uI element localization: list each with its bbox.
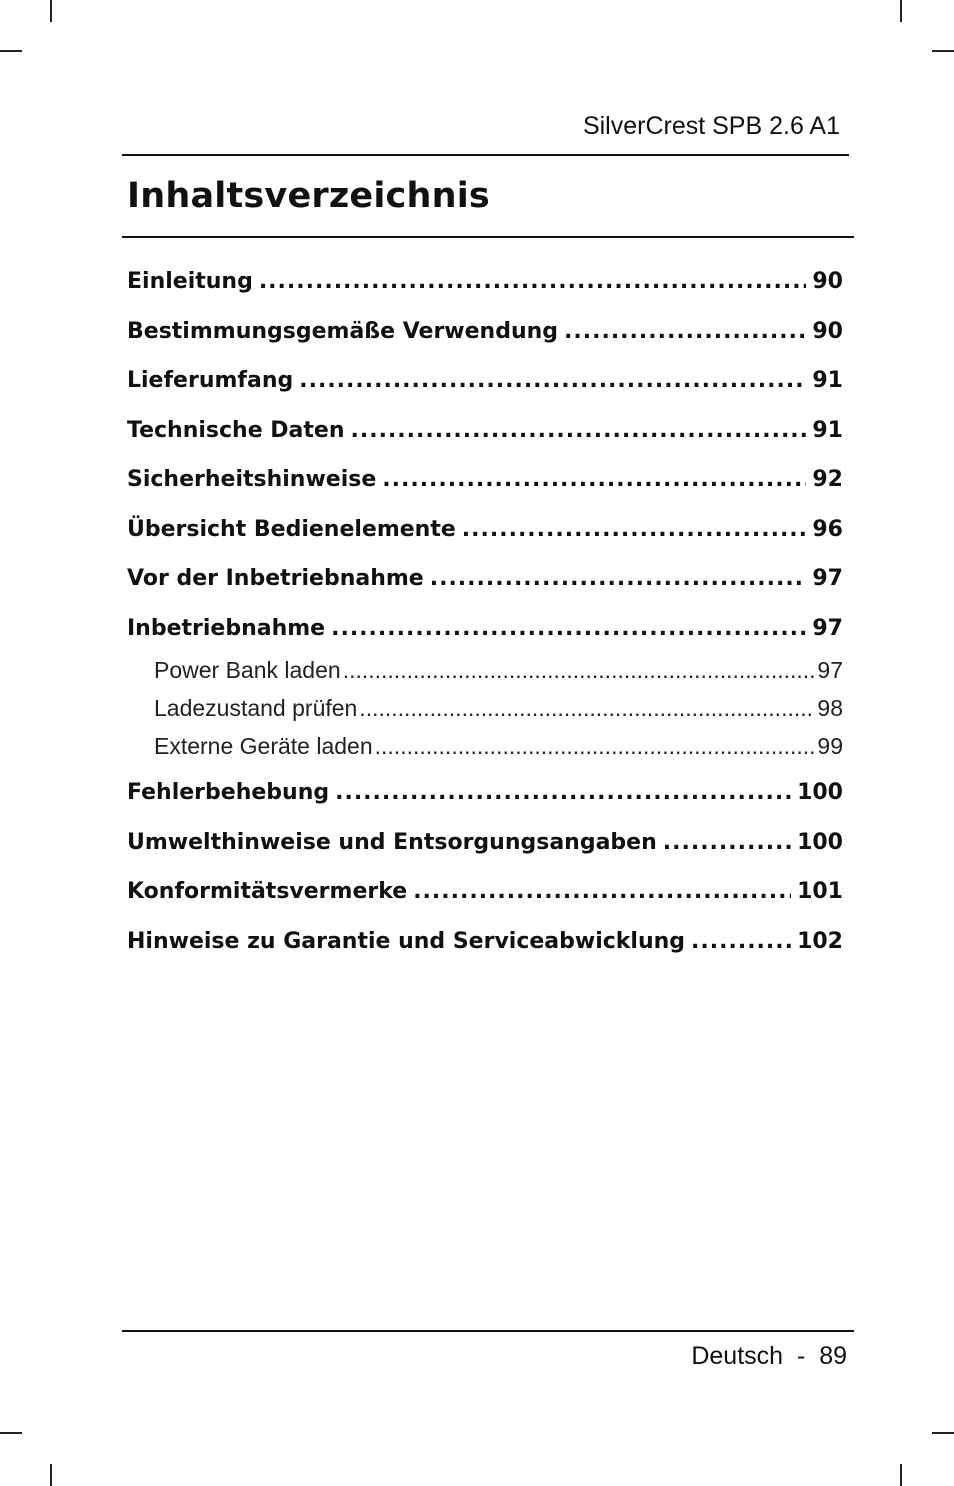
toc-entry[interactable] [127, 922, 843, 972]
toc-leader-dots [413, 872, 791, 912]
toc-subentry-label: Externe Geräte laden [154, 733, 373, 759]
toc-entry-page: 100 [797, 780, 843, 805]
toc-entry-page: 101 [797, 879, 843, 904]
toc-entry-label: Lieferumfang [127, 368, 294, 393]
crop-mark-top-left [0, 50, 22, 52]
toc-leader-dots [331, 609, 806, 649]
toc-entry-label: Einleitung [127, 269, 253, 294]
page-footer [691, 1342, 847, 1371]
toc-leader-dots [343, 655, 816, 685]
crop-mark-bottom-right [932, 1432, 954, 1434]
crop-mark-bottom-left [0, 1432, 22, 1434]
toc-entry-label: Übersicht Bedienelemente [127, 516, 456, 542]
crop-mark-bottom-right [900, 1464, 902, 1486]
toc-entry-label: Fehlerbehebung [127, 780, 330, 805]
toc-leader-dots [299, 361, 806, 401]
toc-entry-label: Hinweise zu Garantie und Serviceabwicklung [127, 928, 686, 954]
toc-entry-page: 90 [812, 269, 843, 294]
toc-leader-dots [462, 510, 807, 550]
footer-page-number: 89 [819, 1342, 847, 1370]
toc-entry[interactable] [127, 361, 843, 411]
toc-entry-page: 96 [812, 516, 843, 542]
crop-mark-top-right [900, 0, 902, 22]
toc-entry-label: Sicherheitshinweise [127, 467, 377, 492]
toc-entry[interactable] [127, 460, 843, 510]
toc-leader-dots [691, 922, 791, 962]
toc-entry-label: Umwelthinweise und Entsorgungsangaben [127, 829, 657, 855]
toc-entry-label: Vor der Inbetriebnahme [127, 566, 424, 591]
footer-separator: - [796, 1342, 806, 1370]
toc-leader-dots [359, 693, 815, 723]
toc-leader-dots [375, 731, 816, 761]
page-title: Inhaltsverzeichnis [127, 176, 490, 216]
toc-entry-page: 100 [797, 829, 843, 855]
header-product-name: SilverCrest SPB 2.6 A1 [582, 112, 840, 140]
toc-entry-label: Bestimmungsgemäße Verwendung [127, 318, 559, 344]
crop-mark-bottom-left [50, 1464, 52, 1486]
toc-subentry-page: 99 [817, 733, 843, 759]
toc-leader-dots [564, 312, 806, 352]
toc-entry[interactable] [127, 872, 843, 922]
toc-entry-page: 97 [812, 566, 843, 591]
toc-subentry-page: 97 [817, 657, 843, 683]
toc-entry-page: 102 [797, 928, 843, 954]
toc-leader-dots [335, 773, 791, 813]
toc-subentry[interactable] [154, 655, 843, 693]
toc-leader-dots [259, 262, 807, 302]
toc-entry[interactable] [127, 510, 843, 560]
toc-entry-label: Technische Daten [127, 417, 345, 443]
toc-entry-label: Inbetriebnahme [127, 615, 326, 641]
toc-entry[interactable] [127, 823, 843, 873]
toc-entry-page: 90 [812, 318, 843, 344]
footer-rule [122, 1330, 854, 1332]
toc-leader-dots [663, 823, 791, 863]
toc-leader-dots [430, 559, 807, 599]
toc-entry[interactable] [127, 312, 843, 362]
toc-leader-dots [351, 411, 807, 451]
header-rule [122, 154, 849, 156]
toc-entry[interactable] [127, 773, 843, 823]
table-of-contents [127, 262, 843, 971]
toc-leader-dots [382, 460, 806, 500]
crop-mark-top-left [50, 0, 52, 22]
toc-subentry-label: Power Bank laden [154, 657, 341, 683]
toc-entry[interactable] [127, 262, 843, 312]
toc-entry-page: 91 [812, 368, 843, 393]
toc-entry-page: 92 [812, 467, 843, 492]
toc-entry[interactable] [127, 411, 843, 461]
toc-entry-page: 97 [812, 615, 843, 641]
toc-subentry-label: Ladezustand prüfen [154, 695, 358, 721]
footer-language: Deutsch [691, 1342, 784, 1370]
toc-entry[interactable] [127, 559, 843, 609]
toc-subentry-page: 98 [817, 695, 843, 721]
toc-entry-page: 91 [812, 417, 843, 443]
toc-entry[interactable] [127, 609, 843, 659]
toc-subentry[interactable] [154, 693, 843, 731]
toc-subentry[interactable] [154, 731, 843, 773]
crop-mark-top-right [932, 50, 954, 52]
toc-entry-label: Konformitätsvermerke [127, 879, 408, 904]
title-rule [122, 236, 854, 238]
